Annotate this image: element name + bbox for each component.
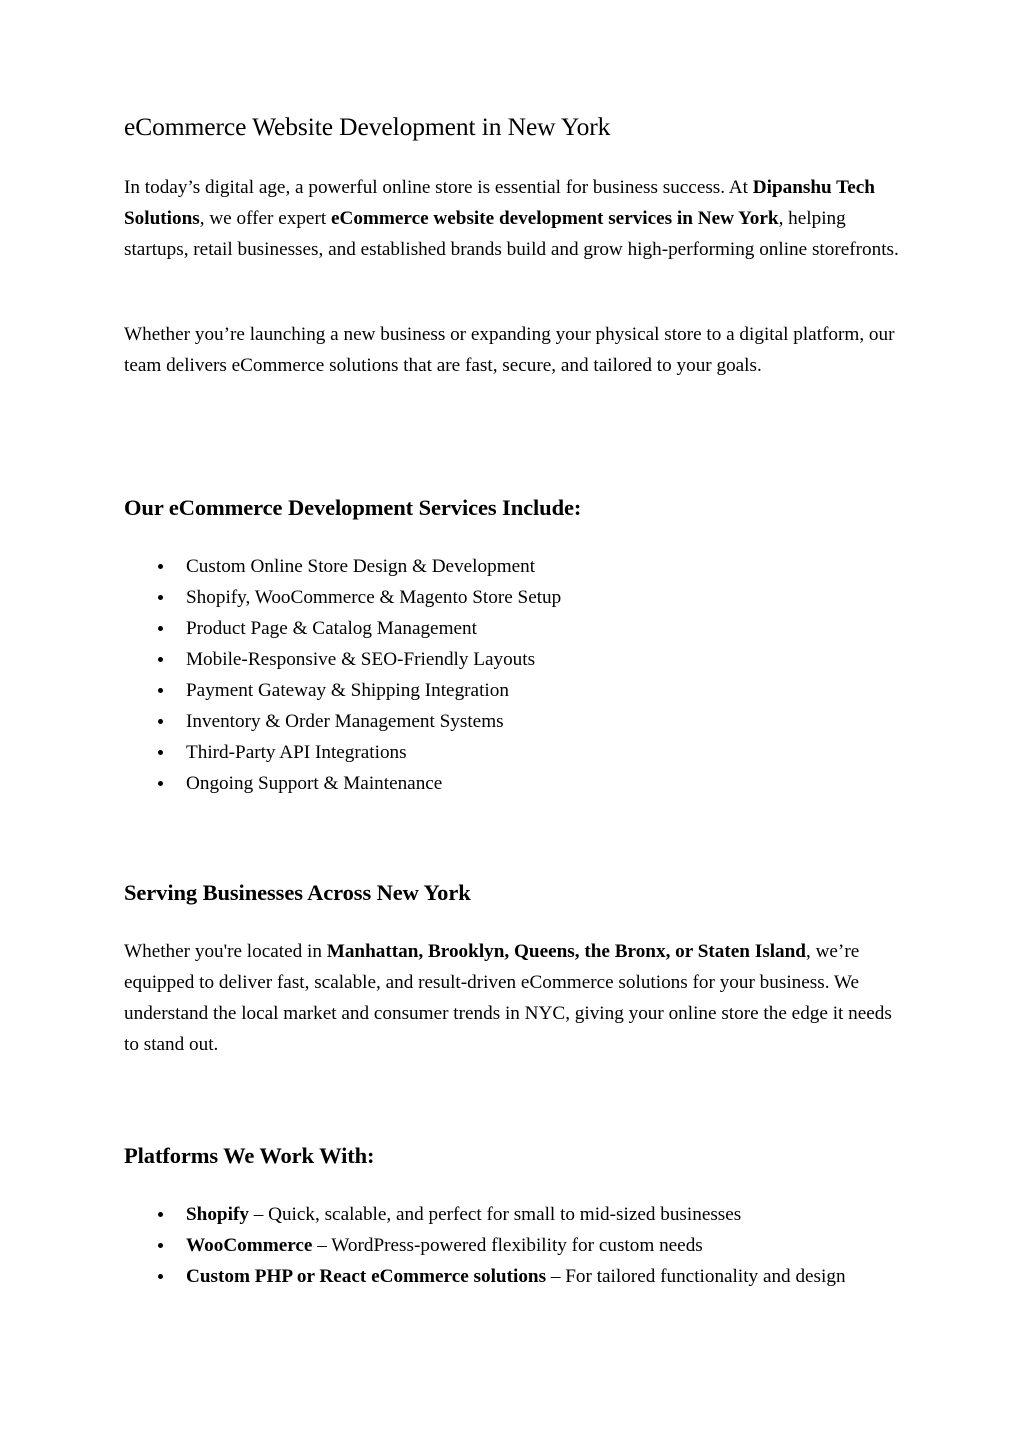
list-item: Custom Online Store Design & Development [124,551,561,582]
list-item: Product Page & Catalog Management [124,613,561,644]
platforms-heading: Platforms We Work With: [124,1143,375,1168]
intro-text-1: In today’s digital age, a powerful online store is essential for business success. At [124,177,753,198]
list-item: Inventory & Order Management Systems [124,706,561,737]
boroughs: Manhattan, Brooklyn, Queens, the Bronx, or Staten Island [326,941,806,962]
service-highlight: eCommerce website development services in New York [330,208,779,229]
company-name: Dipanshu Tech Solutions [124,177,875,229]
list-item: Payment Gateway & Shipping Integration [124,675,561,706]
serving-heading: Serving Businesses Across New York [124,880,471,905]
services-list [124,551,561,799]
serving-paragraph [124,936,904,1060]
platforms-list [124,1199,846,1292]
list-item: Third-Party API Integrations [124,737,561,768]
list-item [124,1261,846,1292]
list-item: Ongoing Support & Maintenance [124,768,561,799]
serving-text-2: , we’re equipped to deliver fast, scalable, and result-driven eCommerce solutions for your business. We understand the local market and consumer trends in NYC, giving your online store the edge it needs to stand out. [124,941,892,1055]
intro-text-3: , helping startups, retail businesses, and established brands build and grow high-performing online storefronts. [124,208,899,260]
platform-name: WooCommerce [186,1235,313,1256]
intro-paragraph-2: Whether you’re launching a new business or expanding your physical store to a digital platform, our team delivers eCommerce solutions that are fast, secure, and tailored to your goals. [124,324,895,376]
platform-name: Shopify [186,1204,249,1225]
page-title: eCommerce Website Development in New York [124,112,611,141]
services-heading: Our eCommerce Development Services Include: [124,495,582,520]
platform-name: Custom PHP or React eCommerce solutions [186,1266,547,1287]
list-item: Shopify, WooCommerce & Magento Store Setup [124,582,561,613]
platform-desc: – For tailored functionality and design [546,1266,846,1287]
list-item: Mobile-Responsive & SEO-Friendly Layouts [124,644,561,675]
intro-text-2: , we offer expert [199,208,331,229]
list-item [124,1199,846,1230]
platform-desc: – Quick, scalable, and perfect for small to mid-sized businesses [248,1204,742,1225]
platform-desc: – WordPress-powered flexibility for custom needs [312,1235,703,1256]
serving-text-1: Whether you're located in [124,941,327,962]
intro-paragraph [124,172,904,265]
list-item [124,1230,846,1261]
